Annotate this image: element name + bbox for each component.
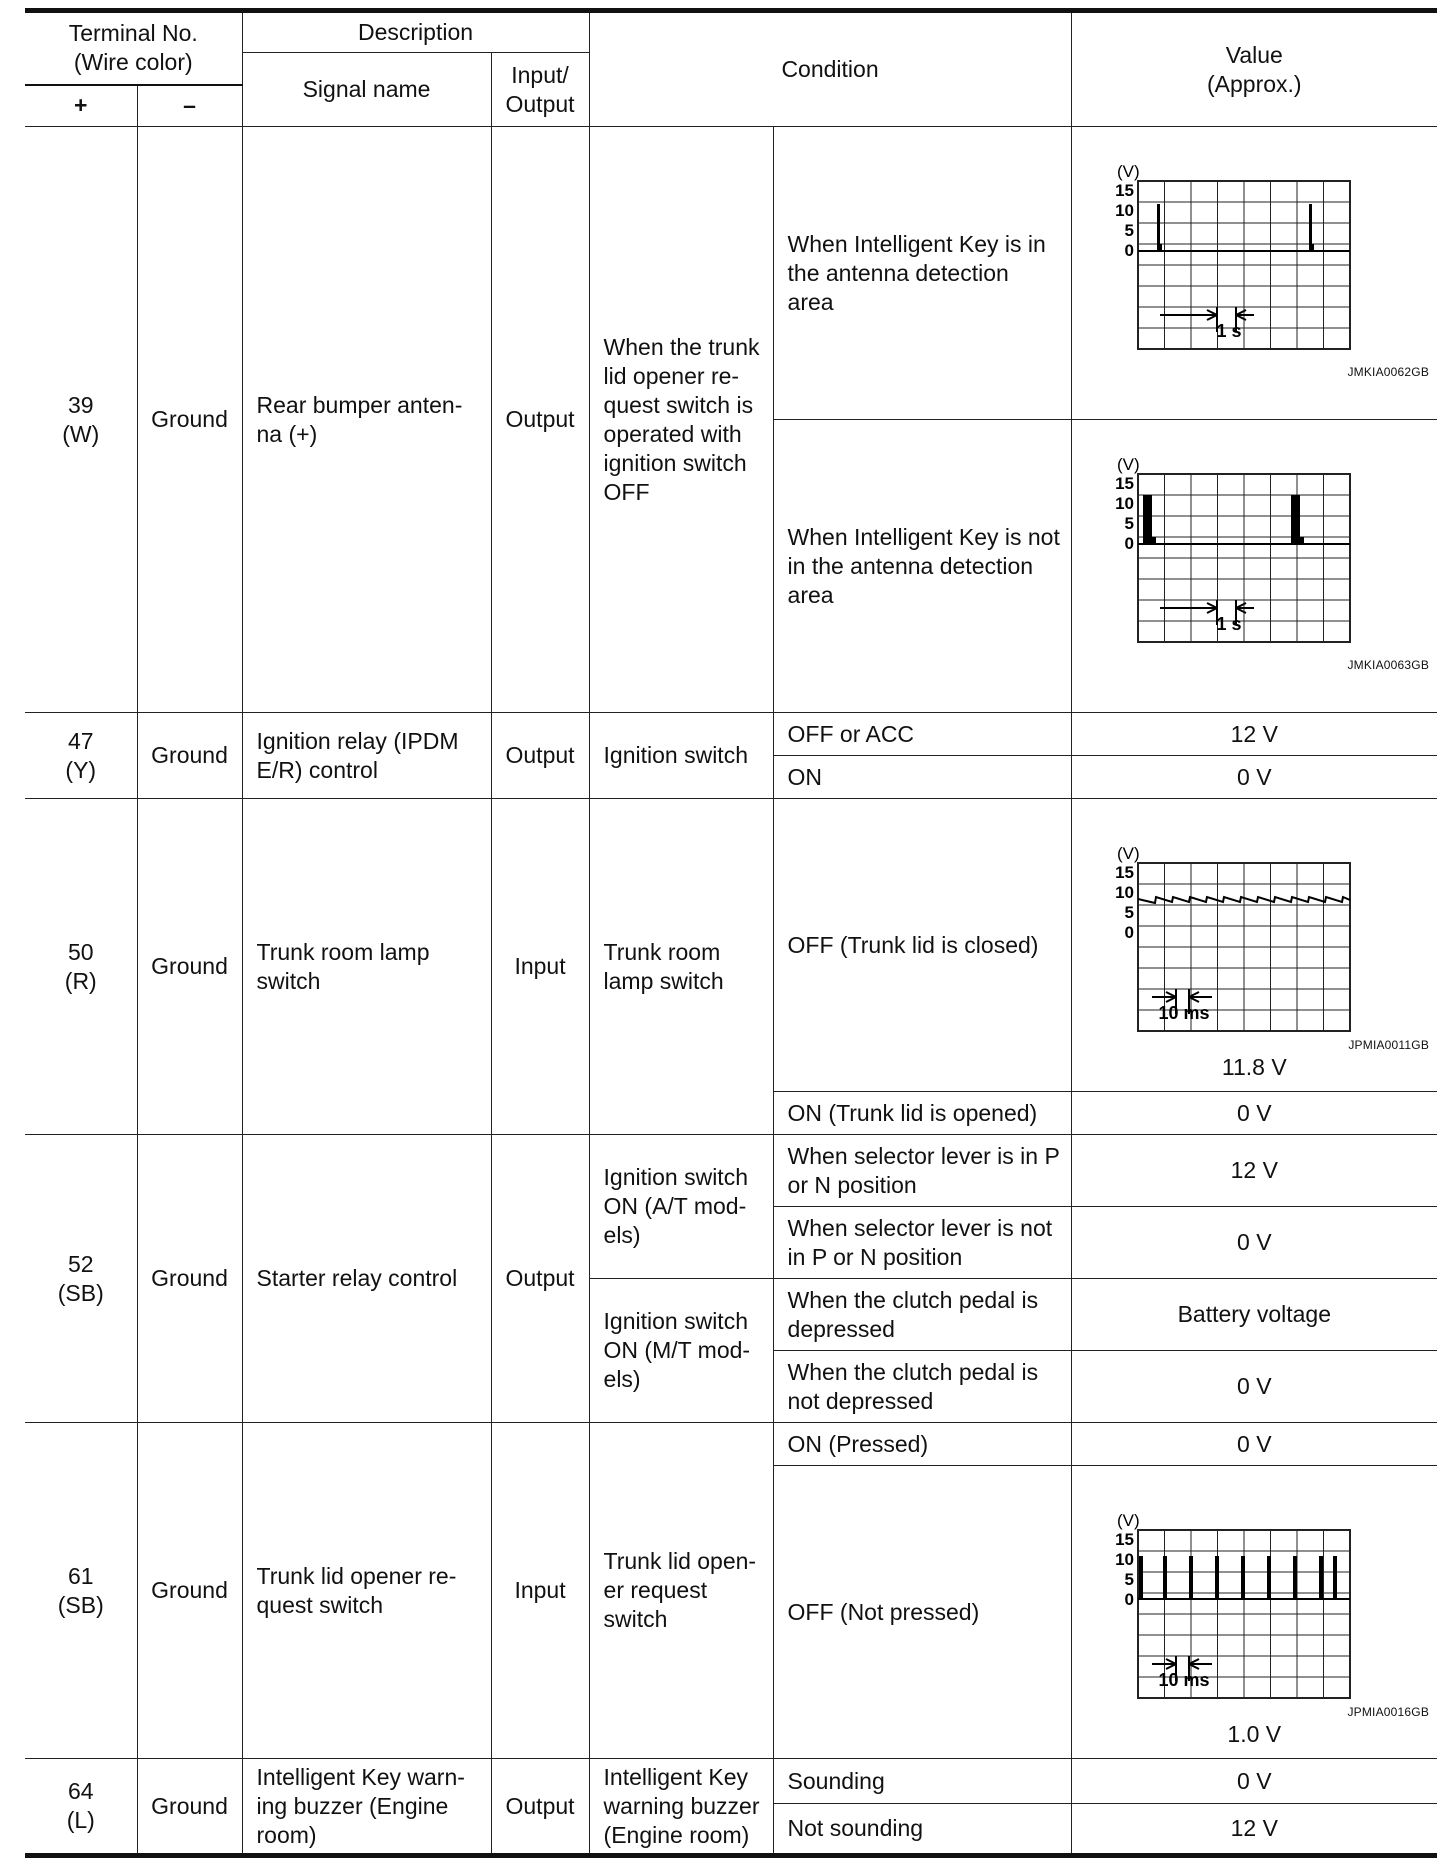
signal-name: Rear bumper anten- na (+) [256,391,463,447]
value-header [1071,11,1437,127]
sub-condition-47a: OFF or ACC [773,713,1071,756]
terminal-no-label: Terminal No. [68,20,198,47]
input-label: Input/ [511,61,569,88]
value-52d: 0 V [1071,1351,1437,1423]
scope-unit: (V) [1116,1511,1140,1530]
terminal-number: 64 [67,1778,94,1804]
condition-39: When the trunk lid opener re-quest switch is operated with ignition switch OFF [589,127,773,713]
tick-0: 0 [1124,534,1134,553]
waveform-cell-61 [1071,1466,1437,1759]
time-label: 1 s [1216,321,1242,341]
table-row-64a [25,1759,1437,1804]
scope-ticks [1115,474,1134,553]
ground-50: Ground [137,799,242,1135]
header-row-1 [25,11,1437,53]
signal-52: Starter relay control [242,1135,491,1423]
terminal-number: 39 [67,391,94,418]
sub-condition-64a: Sounding [773,1759,1071,1804]
sub-condition-39b: When Intelligent Key is not in the antenna detection area [773,420,1071,713]
scope-unit: (V) [1116,162,1140,181]
condition-header: Condition [589,11,1071,127]
tick-15: 15 [1114,181,1134,200]
tick-0: 0 [1124,241,1134,260]
wire-color: (R) [64,967,97,994]
value-61b: 1.0 V [1227,1721,1282,1747]
scope-ticks [1115,1530,1134,1609]
wire-color-label: (Wire color) [73,49,193,76]
wire-color: (Y) [65,756,97,783]
ground-52: Ground [137,1135,242,1423]
tick-10: 10 [1114,201,1134,220]
scope-ticks [1115,863,1134,942]
approx-label: (Approx.) [1206,70,1302,97]
condition-64: Intelligent Key warning buzzer (Engine room) [589,1759,773,1856]
tick-15: 15 [1114,1530,1134,1549]
signal-47: Ignition relay (IPDM E/R) control [242,713,491,799]
signal-39 [242,127,491,713]
condition-50: Trunk room lamp switch [589,799,773,1135]
waveform-cell-39b [1071,420,1437,713]
sub-condition-47b: ON [773,756,1071,799]
tick-0: 0 [1124,923,1134,942]
sub-condition-61b: OFF (Not pressed) [773,1466,1071,1759]
condition-52-at: Ignition switch ON (A/T mod-els) [589,1135,773,1279]
waveform-cell-50 [1071,799,1437,1092]
value-64b: 12 V [1071,1804,1437,1856]
tick-10: 10 [1114,494,1134,513]
condition-61: Trunk lid open-er request switch [589,1423,773,1759]
terminal-52 [25,1135,137,1423]
table-row-61a [25,1423,1437,1466]
terminal-61 [25,1423,137,1759]
terminal-47 [25,713,137,799]
time-label: 1 s [1216,614,1242,634]
terminal-number: 47 [67,727,94,754]
tick-15: 15 [1114,474,1134,493]
table-row-39a [25,127,1437,420]
wire-color: (SB) [57,1279,104,1306]
terminal-table [25,8,1437,1858]
waveform-50 [1072,799,1438,1091]
terminal-number: 61 [67,1562,94,1589]
time-marker [1160,600,1254,634]
value-61a: 0 V [1071,1423,1437,1466]
scope-grid [1138,181,1350,349]
condition-52-mt: Ignition switch ON (M/T mod-els) [589,1279,773,1423]
value-52a: 12 V [1071,1135,1437,1207]
tick-10: 10 [1114,1550,1134,1569]
io-50: Input [491,799,589,1135]
signal-64: Intelligent Key warn-ing buzzer (Engine room) [242,1759,491,1856]
io-52: Output [491,1135,589,1423]
value-52b: 0 V [1071,1207,1437,1279]
io-64: Output [491,1759,589,1856]
sub-condition-50a: OFF (Trunk lid is closed) [773,799,1071,1092]
terminal-number: 52 [67,1250,94,1277]
terminal-number: 50 [67,938,94,965]
tick-5: 5 [1124,903,1134,922]
tick-5: 5 [1124,514,1134,533]
scope-grid [1138,474,1350,642]
waveform-61 [1072,1466,1438,1758]
sub-condition-52c: When the clutch pedal is depressed [773,1279,1071,1351]
sub-condition-52a: When selector lever is in P or N position [773,1135,1071,1207]
time-marker [1152,1656,1212,1690]
waveform-cell-39a [1071,127,1437,420]
sub-condition-52d: When the clutch pedal is not depressed [773,1351,1071,1423]
io-47: Output [491,713,589,799]
tick-10: 10 [1114,883,1134,902]
terminal-39 [25,127,137,713]
tick-5: 5 [1124,1570,1134,1589]
time-marker [1152,989,1212,1023]
io-61: Input [491,1423,589,1759]
sub-condition-52b: When selector lever is not in P or N position [773,1207,1071,1279]
signal-61: Trunk lid opener re-quest switch [242,1423,491,1759]
io-39: Output [491,127,589,713]
sub-condition-61a: ON (Pressed) [773,1423,1071,1466]
figure-ref-61: JPMIA0016GB [1347,1705,1430,1719]
sub-condition-39a: When Intelligent Key is in the antenna detection area [773,127,1071,420]
value-50a: 11.8 V [1221,1054,1287,1080]
condition-47: Ignition switch [589,713,773,799]
waveform-39a [1072,127,1438,419]
scope-ticks [1115,181,1134,260]
plus-header: + [25,85,137,127]
terminal-no-header [25,11,242,85]
signal-50: Trunk room lamp switch [242,799,491,1135]
figure-ref-39b: JMKIA0063GB [1347,658,1430,672]
input-output-header [491,53,589,127]
sub-condition-64b: Not sounding [773,1804,1071,1856]
table-row-50a [25,799,1437,1092]
terminal-50 [25,799,137,1135]
signal-name-header: Signal name [242,53,491,127]
ground-47: Ground [137,713,242,799]
value-47a: 12 V [1071,713,1437,756]
time-label: 10 ms [1158,1003,1210,1023]
terminal-64 [25,1759,137,1856]
table-row-52a [25,1135,1437,1207]
value-label: Value [1225,41,1283,68]
terminal-table-container [25,8,1437,1858]
tick-5: 5 [1124,221,1134,240]
value-50b: 0 V [1071,1092,1437,1135]
description-header: Description [242,11,589,53]
value-64a: 0 V [1071,1759,1437,1804]
value-47b: 0 V [1071,756,1437,799]
waveform-39b [1072,420,1438,712]
sub-condition-50b: ON (Trunk lid is opened) [773,1092,1071,1135]
table-row-47a [25,713,1437,756]
ground-39: Ground [137,127,242,713]
ground-64: Ground [137,1759,242,1856]
figure-ref-50: JPMIA0011GB [1348,1038,1430,1052]
scope-unit: (V) [1116,455,1140,474]
wire-color: (L) [66,1807,95,1833]
wire-color: (SB) [57,1591,104,1618]
value-52c: Battery voltage [1071,1279,1437,1351]
ground-61: Ground [137,1423,242,1759]
wire-color: (W) [62,420,100,447]
output-label: Output [505,90,575,117]
time-marker [1160,307,1254,341]
minus-header: – [137,85,242,127]
scope-unit: (V) [1116,844,1140,863]
tick-0: 0 [1124,1590,1134,1609]
figure-ref-39a: JMKIA0062GB [1347,365,1430,379]
time-label: 10 ms [1158,1670,1210,1690]
tick-15: 15 [1114,863,1134,882]
